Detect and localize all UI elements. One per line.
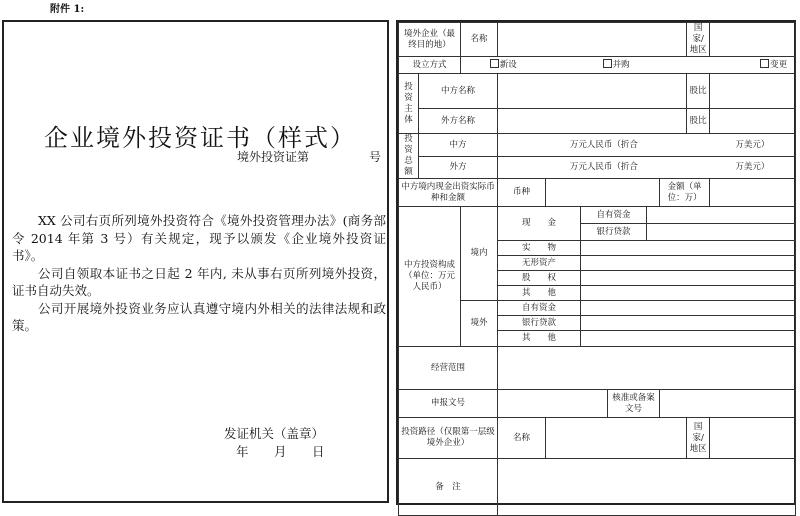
- total-chinese-usd[interactable]: 万美元）: [710, 134, 796, 157]
- cash-own-funds-field[interactable]: [647, 207, 796, 224]
- path-name-label: 名称: [498, 418, 546, 459]
- paragraph-1: XX 公司右页所列境外投资符合《境外投资管理办法》(商务部令 2014 年第 3 号）有关规定，现予以颁发《企业境外投资证书》。: [12, 213, 386, 263]
- business-scope-label: 经营范围: [399, 347, 498, 390]
- path-country-label: 国家/地区: [687, 418, 710, 459]
- establishment-label: 设立方式: [399, 57, 461, 74]
- intangible-label: 无形资产: [498, 256, 581, 271]
- certificate-number-prefix: 境外投资证第: [237, 150, 310, 164]
- overseas-bank-loan-field[interactable]: [581, 316, 796, 331]
- certificate-title: 企业境外投资证书（样式）: [44, 124, 356, 152]
- paragraph-2: 公司自领取本证书之日起 2 年内, 未从事右页所列境外投资，证书自动失效。: [12, 265, 386, 298]
- domestic-other-field[interactable]: [581, 286, 796, 301]
- overseas-own-funds-field[interactable]: [581, 301, 796, 316]
- domestic-other-label: 其 他: [498, 286, 581, 301]
- cash-own-funds-label: 自有资金: [581, 207, 647, 224]
- overseas-bank-loan-label: 银行贷款: [498, 316, 581, 331]
- overseas-own-funds-label: 自有资金: [498, 301, 581, 316]
- currency-label: 币种: [498, 179, 546, 207]
- date-year: 年: [236, 444, 249, 459]
- overseas-enterprise-label: 境外企业（最终目的地）: [399, 23, 461, 57]
- path-name-field[interactable]: [546, 418, 687, 459]
- foreign-share-field[interactable]: [710, 109, 796, 134]
- total-foreign-rmb[interactable]: 万元人民币（折合: [498, 157, 710, 179]
- overseas-label: 境外: [461, 301, 498, 347]
- total-foreign-usd[interactable]: 万美元）: [710, 157, 796, 179]
- remarks-field[interactable]: [498, 459, 796, 516]
- equity-field[interactable]: [581, 271, 796, 286]
- investor-label: 投资主体: [399, 74, 419, 134]
- total-investment-label: 投资总额: [399, 134, 419, 179]
- intangible-field[interactable]: [581, 256, 796, 271]
- certificate-number: [237, 148, 381, 165]
- issue-date: [236, 442, 325, 460]
- path-country-field[interactable]: [710, 418, 796, 459]
- checkbox-icon[interactable]: [603, 59, 612, 68]
- date-day: 日: [312, 444, 325, 459]
- chinese-share-label: 股比: [687, 74, 710, 109]
- country-label: 国家/地区: [687, 23, 710, 57]
- in-kind-label: 实 物: [498, 241, 581, 256]
- total-foreign-label: 外方: [419, 157, 498, 179]
- overseas-other-field[interactable]: [581, 331, 796, 347]
- currency-field[interactable]: [546, 179, 660, 207]
- paragraph-3: 公司开展境外投资业务应认真遵守境内外相关的法律法规和政策。: [12, 300, 386, 333]
- amount-field[interactable]: [710, 179, 796, 207]
- overseas-other-label: 其 他: [498, 331, 581, 347]
- equity-label: 股 权: [498, 271, 581, 286]
- checkbox-icon[interactable]: [490, 59, 499, 68]
- form-table: [398, 22, 796, 516]
- certificate-page: [2, 20, 389, 503]
- issuer-seal: 发证机关（盖章）: [224, 426, 325, 441]
- name-field[interactable]: [498, 23, 687, 57]
- approval-no-field[interactable]: [660, 390, 796, 418]
- total-chinese-rmb[interactable]: 万元人民币（折合: [498, 134, 710, 157]
- name-label: 名称: [461, 23, 498, 57]
- application-no-label: 申报文号: [399, 390, 498, 418]
- certificate-number-suffix: 号: [369, 150, 382, 164]
- attachment-label: 附件 1:: [50, 4, 85, 15]
- option-change[interactable]: 变更: [687, 57, 796, 74]
- chinese-name-label: 中方名称: [419, 74, 498, 109]
- foreign-name-field[interactable]: [498, 109, 687, 134]
- approval-no-label: 核准或备案文号: [608, 390, 660, 418]
- in-kind-field[interactable]: [581, 241, 796, 256]
- chinese-share-field[interactable]: [710, 74, 796, 109]
- foreign-share-label: 股比: [687, 109, 710, 134]
- investment-form: [396, 20, 796, 505]
- application-no-field[interactable]: [498, 390, 608, 418]
- cash-label: 现 金: [498, 207, 581, 241]
- cash-bank-loan-label: 银行贷款: [581, 224, 647, 241]
- option-new[interactable]: 新设: [461, 57, 546, 74]
- checkbox-icon[interactable]: [760, 59, 769, 68]
- certificate-body: [12, 212, 386, 335]
- remarks-label: 备 注: [399, 459, 498, 516]
- domestic-cash-label: 中方境内现金出资实际币种和金额: [399, 179, 498, 207]
- domestic-label: 境内: [461, 207, 498, 301]
- cash-bank-loan-field[interactable]: [647, 224, 796, 241]
- date-month: 月: [274, 444, 287, 459]
- option-acquisition[interactable]: 并购: [546, 57, 687, 74]
- amount-label: 金额（单位：万）: [660, 179, 710, 207]
- investment-path-label: 投资路径（仅限第一层级境外企业）: [399, 418, 498, 459]
- composition-label: 中方投资构成（单位：万元人民币）: [399, 207, 461, 347]
- foreign-name-label: 外方名称: [419, 109, 498, 134]
- total-chinese-label: 中方: [419, 134, 498, 157]
- country-field[interactable]: [710, 23, 796, 57]
- chinese-name-field[interactable]: [498, 74, 687, 109]
- business-scope-field[interactable]: [498, 347, 796, 390]
